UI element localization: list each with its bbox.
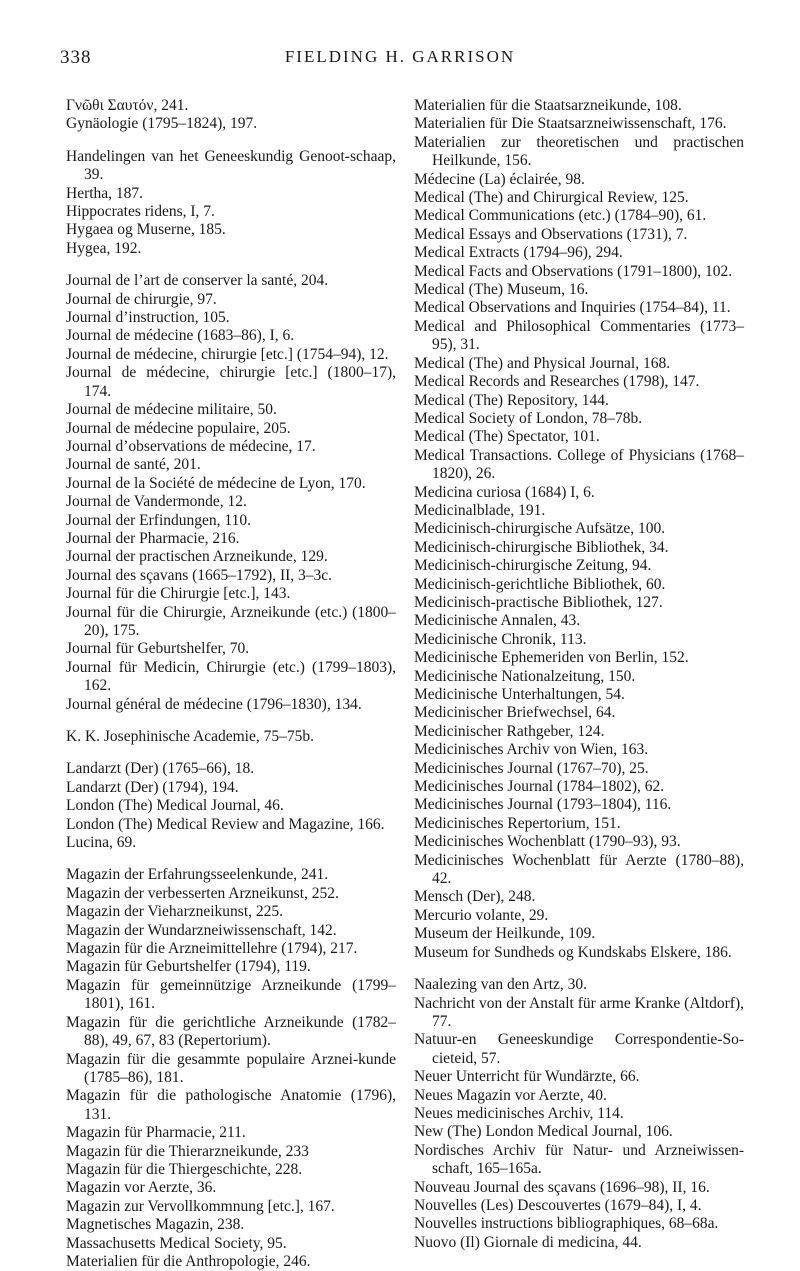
index-entry: Materialien für Die Staatsarzneiwissenschaft, 176. bbox=[414, 115, 727, 133]
index-entry: Magazin der Erfahrungsseelenkunde, 241. bbox=[66, 866, 329, 884]
index-entry: Journal de santé, 201. bbox=[66, 456, 201, 474]
index-entry: Medicinische Ephemeriden von Berlin, 152. bbox=[414, 649, 689, 667]
index-entry: Medicinischer Briefwechsel, 64. bbox=[414, 704, 616, 722]
running-head: FIELDING H. GARRISON bbox=[284, 47, 516, 66]
index-entry: Nouvelles (Les) Descouvertes (1679–84), I, 4. bbox=[414, 1196, 702, 1214]
index-entry: Journal für Geburtshelfer, 70. bbox=[66, 640, 250, 658]
index-entry: Medical (The) and Physical Journal, 168. bbox=[414, 354, 671, 372]
section-gap bbox=[414, 962, 744, 976]
index-entry: Magazin zur Vervollkommnung [etc.], 167. bbox=[66, 1197, 335, 1215]
page-header bbox=[60, 47, 740, 75]
index-entry: Magazin für die Thiergeschichte, 228. bbox=[66, 1160, 303, 1178]
index-entry: Magazin für Geburtshelfer (1794), 119. bbox=[66, 958, 311, 976]
index-entry: Hippocrates ridens, I, 7. bbox=[66, 203, 215, 221]
section-gap bbox=[66, 134, 396, 148]
index-entry: Magazin für die Arzneimittellehre (1794), 217. bbox=[66, 940, 358, 958]
index-entry: Magazin für Pharmacie, 211. bbox=[66, 1124, 246, 1142]
index-entry: Mensch (Der), 248. bbox=[414, 888, 536, 906]
index-entry: Nouvelles instructions bibliographiques, 68–68a. bbox=[414, 1215, 719, 1233]
index-entry: Magazin vor Aerzte, 36. bbox=[66, 1179, 217, 1197]
index-entry: Magazin der verbesserten Arzneikunst, 252. bbox=[66, 884, 339, 902]
index-entry: Medical Facts and Observations (1791–1800), 102. bbox=[414, 262, 733, 280]
section-gap bbox=[66, 258, 396, 272]
index-entry: Medicinisches Journal (1784–1802), 62. bbox=[414, 778, 665, 796]
index-entry: Landarzt (Der) (1794), 194. bbox=[66, 778, 239, 796]
index-entry: Neuer Unterricht für Wundärzte, 66. bbox=[414, 1068, 640, 1086]
index-entry: Journal für die Chirurgie [etc.], 143. bbox=[66, 585, 291, 603]
index-entry: Medical Transactions. College of Physicians (1768–1820), 26. bbox=[414, 446, 744, 483]
index-entry: Medicinische Unterhaltungen, 54. bbox=[414, 686, 625, 703]
index-entry: Magnetisches Magazin, 238. bbox=[66, 1216, 245, 1234]
index-entry: Medicinisches Repertorium, 151. bbox=[414, 814, 621, 832]
index-entry: Massachusetts Medical Society, 95. bbox=[66, 1234, 287, 1252]
index-entry: Medical Extracts (1794–96), 294. bbox=[414, 244, 623, 262]
index-entry: Materialien für die Anthropologie, 246. bbox=[66, 1252, 311, 1270]
index-entry: London (The) Medical Journal, 46. bbox=[66, 797, 284, 815]
index-entry: Journal d’observations de médecine, 17. bbox=[66, 437, 316, 455]
index-entry: Journal de médecine, chirurgie [etc.] (1800–17), 174. bbox=[66, 364, 396, 400]
index-entry: Materialien zur theoretischen und practischen Heilkunde, 156. bbox=[414, 133, 744, 170]
left-index-column bbox=[66, 97, 396, 1271]
index-entry: Journal der Erfindungen, 110. bbox=[66, 511, 251, 529]
index-entry: London (The) Medical Review and Magazine, 166. bbox=[66, 815, 385, 833]
index-entry: Medical Essays and Observations (1731), 7. bbox=[414, 225, 688, 243]
index-entry: Journal de médecine, chirurgie [etc.] (1754–94), 12. bbox=[66, 345, 389, 363]
index-entry: Neues Magazin vor Aerzte, 40. bbox=[414, 1086, 607, 1104]
index-entry: Magazin für die gerichtliche Arzneikunde (1782–88), 49, 67, 83 (Repertorium). bbox=[66, 1013, 396, 1050]
index-entry: Journal de chirurgie, 97. bbox=[66, 290, 217, 308]
index-entry: Medicinisch-gerichtliche Bibliothek, 60. bbox=[414, 575, 666, 593]
index-entry: Journal de médecine (1683–86), I, 6. bbox=[66, 327, 295, 345]
index-entry: Medicinalblade, 191. bbox=[414, 501, 546, 519]
index-entry: Medicinisches Journal (1767–70), 25. bbox=[414, 759, 649, 777]
index-entry: Journal général de médecine (1796–1830), 134. bbox=[66, 695, 362, 713]
index-entry: Journal des sçavans (1665–1792), II, 3–3c. bbox=[66, 566, 333, 584]
index-entry: Medicinisch-chirurgische Bibliothek, 34. bbox=[414, 538, 669, 556]
index-entry: Journal für Medicin, Chirurgie (etc.) (1799–1803), 162. bbox=[66, 658, 396, 695]
index-entry: Nuovo (Il) Giornale di medicina, 44. bbox=[414, 1233, 642, 1251]
index-entry: Medical (The) Spectator, 101. bbox=[414, 428, 600, 446]
index-entry: Medicinisch-chirurgische Zeitung, 94. bbox=[414, 557, 652, 575]
index-entry: Medical Records and Researches (1798), 147. bbox=[414, 373, 700, 391]
right-index-column bbox=[414, 97, 744, 1252]
index-entry: Medicinischer Rathgeber, 124. bbox=[414, 722, 605, 740]
section-gap bbox=[66, 714, 396, 728]
index-entry: Magazin der Vieharzneikunst, 225. bbox=[66, 903, 284, 921]
index-entry: Nachricht von der Anstalt für arme Kranke (Altdorf), 77. bbox=[414, 994, 744, 1030]
index-entry: Medical and Philosophical Commentaries (1773–95), 31. bbox=[414, 317, 744, 354]
index-entry: New (The) London Medical Journal, 106. bbox=[414, 1123, 673, 1141]
index-entry: Medicinische Nationalzeitung, 150. bbox=[414, 667, 636, 685]
section-gap bbox=[66, 852, 396, 866]
index-entry: Nouveau Journal des sçavans (1696–98), II, 16. bbox=[414, 1178, 710, 1196]
index-entry: Medicinisch-chirurgische Aufsätze, 100. bbox=[414, 520, 666, 538]
index-entry: Naalezing van den Artz, 30. bbox=[414, 976, 588, 994]
index-entry: Museum for Sundheds og Kundskabs Elskere, 186. bbox=[414, 943, 732, 961]
index-entry: Hertha, 187. bbox=[66, 184, 144, 202]
index-entry: Gynäologie (1795–1824), 197. bbox=[66, 115, 258, 133]
index-entry: Medicinische Annalen, 43. bbox=[414, 612, 581, 630]
index-entry: Journal der practischen Arzneikunde, 129. bbox=[66, 548, 328, 566]
index-entry: Mercurio volante, 29. bbox=[414, 906, 549, 924]
index-entry: Hygaea og Muserne, 185. bbox=[66, 221, 226, 239]
index-entry: Nordisches Archiv für Natur- und Arzneiwissen-schaft, 165–165a. bbox=[414, 1141, 744, 1178]
index-entry: Neues medicinisches Archiv, 114. bbox=[414, 1104, 624, 1122]
index-entry: K. K. Josephinische Academie, 75–75b. bbox=[66, 728, 314, 745]
index-entry: Medicinisches Wochenblatt für Aerzte (1780–88), 42. bbox=[414, 851, 744, 888]
index-entry: Medicinisches Archiv von Wien, 163. bbox=[414, 741, 649, 759]
index-entry: Medical Communications (etc.) (1784–90), 61. bbox=[414, 207, 707, 225]
index-entry: Medicinisch-practische Bibliothek, 127. bbox=[414, 593, 663, 611]
index-entry: Materialien für die Staatsarzneikunde, 108. bbox=[414, 97, 682, 114]
index-entry: Medical Observations and Inquiries (1754–84), 11. bbox=[414, 299, 731, 317]
index-entry: Medical (The) Museum, 16. bbox=[414, 281, 589, 299]
index-entry: Lucina, 69. bbox=[66, 834, 137, 852]
index-entry: Γνῶθι Σαυτόν, 241. bbox=[66, 97, 189, 114]
index-entry: Journal de Vandermonde, 12. bbox=[66, 493, 247, 511]
index-entry: Journal der Pharmacie, 216. bbox=[66, 529, 240, 547]
index-entry: Journal de médecine populaire, 205. bbox=[66, 419, 291, 437]
index-entry: Magazin der Wundarzneiwissenschaft, 142. bbox=[66, 921, 337, 939]
index-entry: Magazin für die gesammte populaire Arznei-kunde (1785–86), 181. bbox=[66, 1050, 396, 1086]
section-gap bbox=[66, 746, 396, 760]
index-entry: Journal de médecine militaire, 50. bbox=[66, 401, 277, 419]
index-entry: Magazin für die pathologische Anatomie (1796), 131. bbox=[66, 1087, 396, 1123]
index-entry: Magazin für gemeinnützige Arzneikunde (1799–1801), 161. bbox=[66, 976, 396, 1013]
index-entry: Medicinische Chronik, 113. bbox=[414, 630, 587, 648]
index-entry: Médecine (La) éclairée, 98. bbox=[414, 170, 585, 188]
index-entry: Medical (The) Repository, 144. bbox=[414, 391, 609, 409]
index-entry: Handelingen van het Geneeskundig Genoot-schaap, 39. bbox=[66, 147, 396, 184]
index-entry: Journal für die Chirurgie, Arzneikunde (etc.) (1800–20), 175. bbox=[66, 603, 396, 639]
index-entry: Natuur-en Geneeskundige Correspondentie-So-cieteid, 57. bbox=[414, 1031, 744, 1067]
index-entry: Journal d’instruction, 105. bbox=[66, 309, 230, 327]
index-entry: Medicinisches Journal (1793–1804), 116. bbox=[414, 796, 672, 814]
index-entry: Hygea, 192. bbox=[66, 239, 142, 257]
index-entry: Landarzt (Der) (1765–66), 18. bbox=[66, 760, 255, 778]
index-entry: Medicina curiosa (1684) I, 6. bbox=[414, 483, 595, 501]
index-entry: Medical (The) and Chirurgical Review, 125. bbox=[414, 189, 689, 207]
index-entry: Magazin für die Thierarzneikunde, 233 bbox=[66, 1142, 309, 1160]
index-entry: Medical Society of London, 78–78b. bbox=[414, 409, 643, 427]
index-entry: Journal de la Société de médecine de Lyon, 170. bbox=[66, 474, 366, 492]
index-entry: Medicinisches Wochenblatt (1790–93), 93. bbox=[414, 833, 681, 851]
index-entry: Museum der Heilkunde, 109. bbox=[414, 925, 596, 943]
page-number: 338 bbox=[60, 47, 92, 68]
index-entry: Journal de l’art de conserver la santé, 204. bbox=[66, 272, 329, 290]
